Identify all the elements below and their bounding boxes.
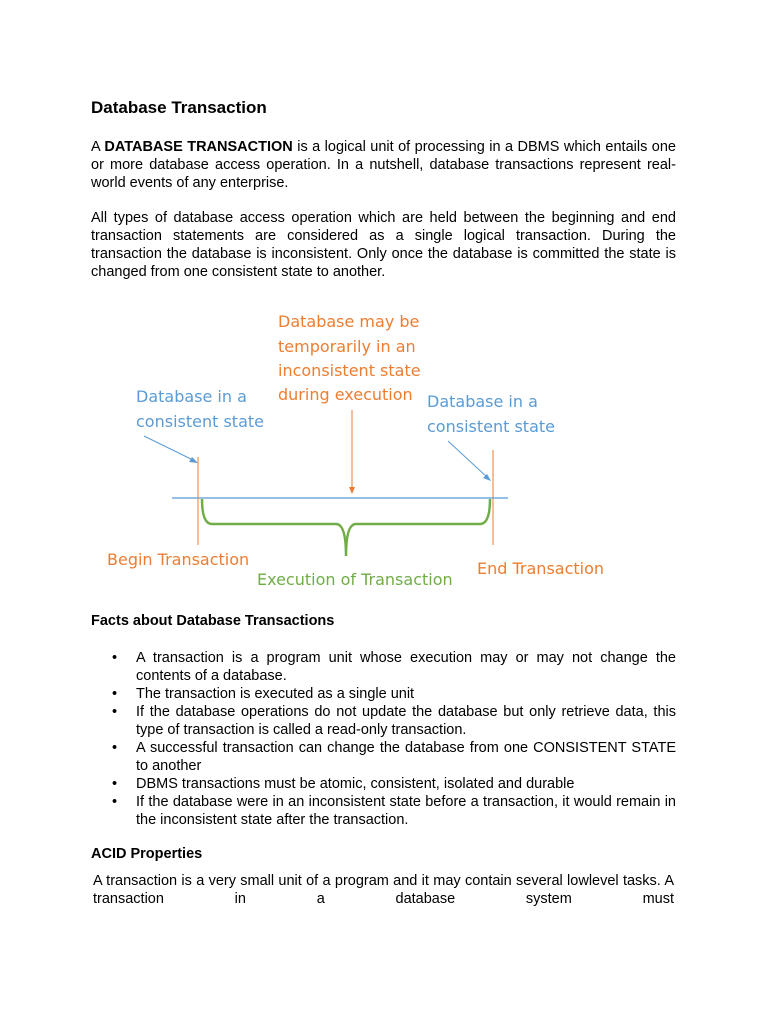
- list-item: • A transaction is a program unit whose execution may or may not change the contents of a database.: [91, 649, 676, 685]
- list-item: • A successful transaction can change the database from one CONSISTENT STATE to another: [91, 739, 676, 775]
- execution-brace: [202, 499, 490, 556]
- end-label: End Transaction: [477, 559, 605, 578]
- left-label-line-1: Database in a: [136, 387, 247, 406]
- intro-term: DATABASE TRANSACTION: [104, 139, 293, 155]
- begin-label: Begin Transaction: [107, 550, 250, 569]
- intro-prefix: A: [91, 139, 105, 155]
- right-pointer-arrow: [448, 441, 488, 478]
- left-pointer-arrowhead: [189, 457, 198, 463]
- facts-heading: Facts about Database Transactions: [91, 613, 335, 629]
- paragraph-2: All types of database access operation which are held between the beginning and end transaction statements are considered as a single logical transaction. During the transaction the database is inconsistent. Only once the database is committed the state is changed from one consistent state to another.: [91, 210, 676, 280]
- list-item: • If the database operations do not update the database but only retrieve data, this type of transaction is called a read-only transaction.: [91, 703, 676, 739]
- list-item: • The transaction is executed as a single unit: [91, 685, 676, 703]
- list-item: • DBMS transactions must be atomic, consistent, isolated and durable: [91, 775, 676, 793]
- middle-pointer-arrowhead: [349, 487, 355, 494]
- diagram-svg: [100, 300, 620, 600]
- facts-list: [91, 649, 676, 829]
- middle-label-line-2: temporarily in an: [278, 337, 416, 356]
- transaction-diagram: [100, 300, 620, 600]
- left-pointer-arrow: [144, 436, 195, 461]
- middle-label-line-1: Database may be: [278, 312, 420, 331]
- right-label-line-2: consistent state: [427, 417, 555, 436]
- list-item: • If the database were in an inconsistent state before a transaction, it would remain in the inconsistent state after the transaction.: [91, 793, 676, 829]
- middle-label-line-4: during execution: [278, 385, 413, 404]
- right-label-line-1: Database in a: [427, 392, 538, 411]
- page-title: Database Transaction: [91, 98, 267, 117]
- acid-heading: ACID Properties: [91, 846, 203, 862]
- intro-rest: is a logical unit of processing in a DBMS which entails one or more database access operation. In a nutshell, database transactions represent real-world events of any enterprise.: [91, 139, 676, 191]
- middle-label-line-3: inconsistent state: [278, 361, 421, 380]
- intro-paragraph: [91, 138, 676, 192]
- execution-label: Execution of Transaction: [257, 570, 453, 589]
- left-label-line-2: consistent state: [136, 412, 264, 431]
- acid-paragraph: A transaction is a very small unit of a program and it may contain several lowlevel tasks. A transaction in a database system must: [93, 873, 674, 907]
